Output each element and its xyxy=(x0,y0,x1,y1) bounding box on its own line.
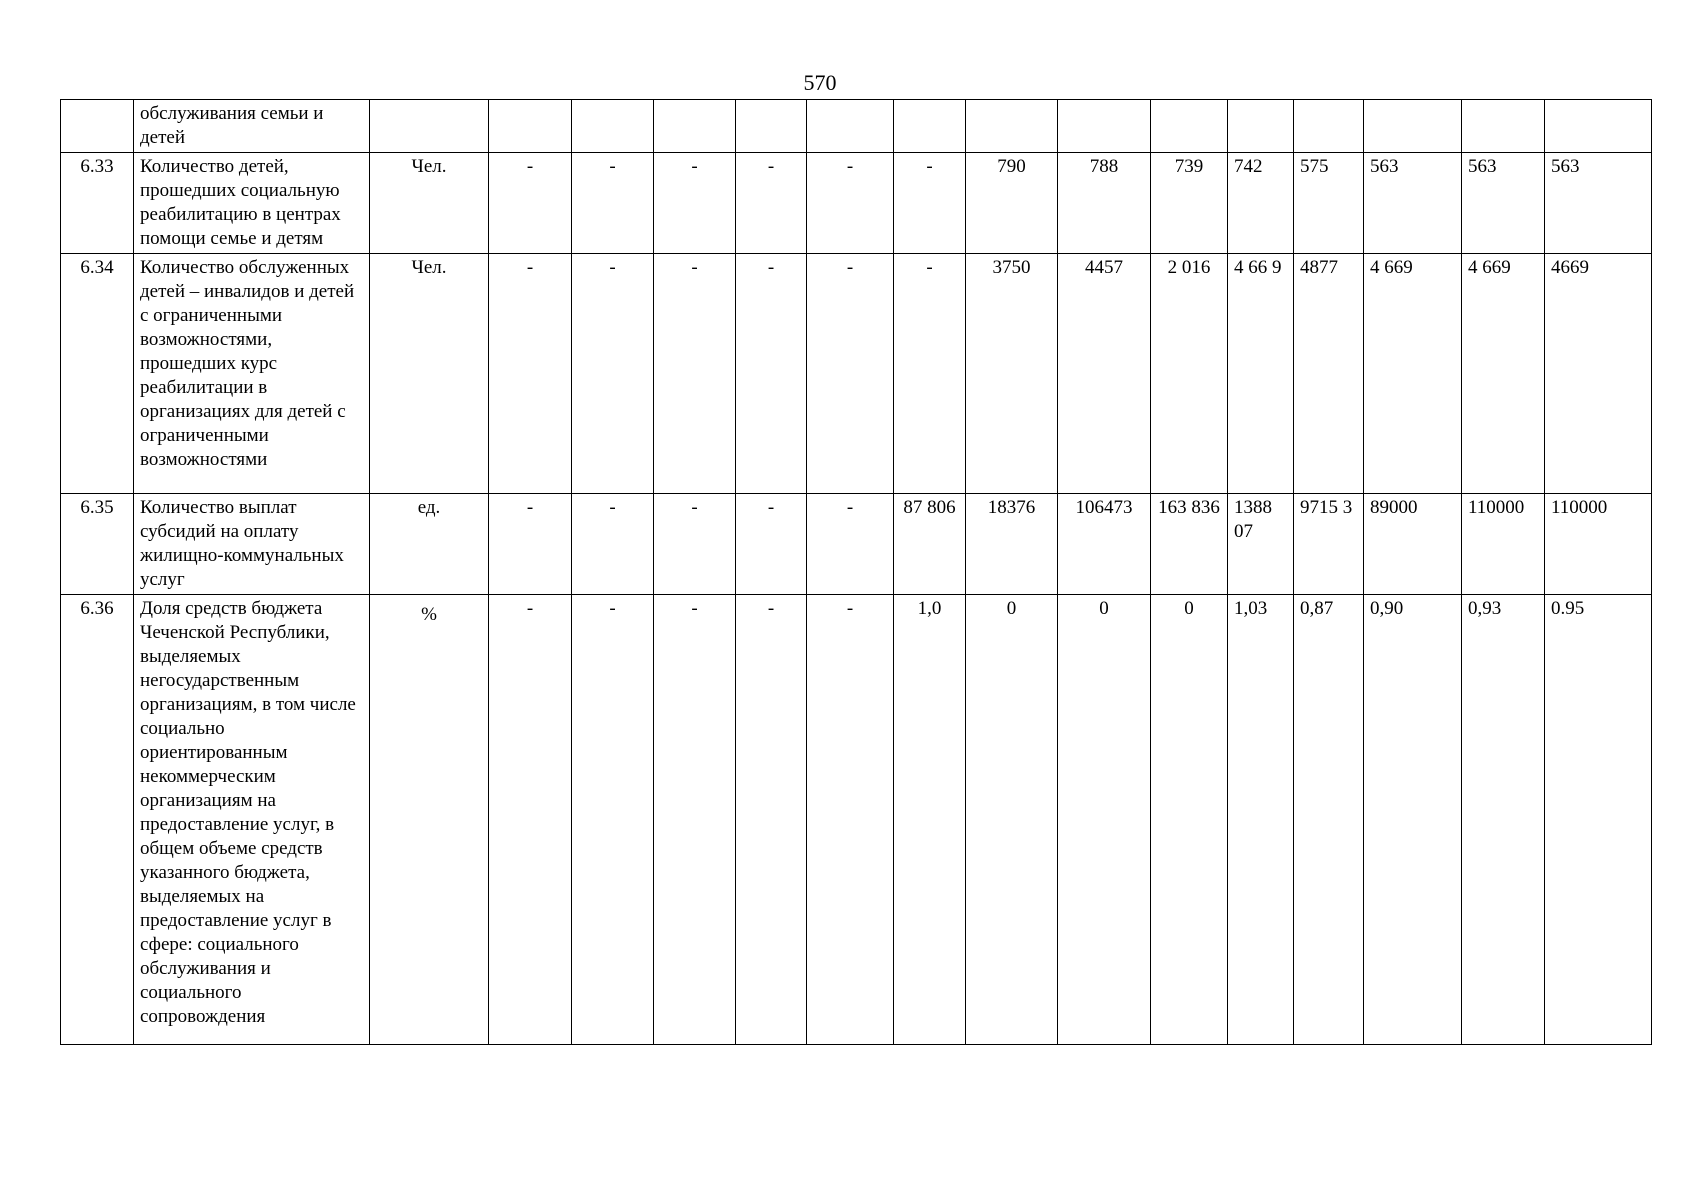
row-number: 6.33 xyxy=(61,153,134,254)
value-cell: 1,03 xyxy=(1228,595,1294,1045)
value-cell: - xyxy=(736,494,807,595)
page-number: 570 xyxy=(803,70,837,95)
indicator-name: Количество детей, прошедших социальную реабилитацию в центрах помощи семье и детям xyxy=(134,153,370,254)
value-cell: - xyxy=(736,254,807,494)
value-cell: 4669 xyxy=(1545,254,1652,494)
row-number: 6.35 xyxy=(61,494,134,595)
value-cell: 575 xyxy=(1294,153,1364,254)
value-cell: - xyxy=(807,494,894,595)
value-cell xyxy=(1364,100,1462,153)
value-cell: - xyxy=(572,494,654,595)
value-cell xyxy=(1294,100,1364,153)
value-cell xyxy=(1462,100,1545,153)
value-cell: 2 016 xyxy=(1151,254,1228,494)
table-row xyxy=(61,254,1652,494)
value-cell: - xyxy=(807,254,894,494)
value-cell: 0,87 xyxy=(1294,595,1364,1045)
value-cell: - xyxy=(654,153,736,254)
table-row xyxy=(61,595,1652,1045)
value-cell xyxy=(894,100,966,153)
value-cell xyxy=(1058,100,1151,153)
indicators-table xyxy=(60,99,1652,1045)
value-cell xyxy=(654,100,736,153)
value-cell: - xyxy=(572,595,654,1045)
value-cell: 18376 xyxy=(966,494,1058,595)
value-cell xyxy=(572,100,654,153)
value-cell xyxy=(807,100,894,153)
value-cell xyxy=(489,100,572,153)
value-cell: 0,90 xyxy=(1364,595,1462,1045)
value-cell: 1388 07 xyxy=(1228,494,1294,595)
value-cell: - xyxy=(736,153,807,254)
value-cell: 742 xyxy=(1228,153,1294,254)
value-cell xyxy=(1151,100,1228,153)
value-cell: - xyxy=(654,595,736,1045)
value-cell: 0.95 xyxy=(1545,595,1652,1045)
value-cell: 788 xyxy=(1058,153,1151,254)
value-cell xyxy=(1228,100,1294,153)
value-cell: - xyxy=(572,254,654,494)
indicator-name: Количество обслуженных детей – инвалидов и детей с ограниченными возможностями, прошедших курс реабилитации в организациях для детей с ограниченными возможностями xyxy=(134,254,370,494)
unit-cell: Чел. xyxy=(370,153,489,254)
unit-cell xyxy=(370,100,489,153)
indicator-name: Доля средств бюджета Чеченской Республики, выделяемых негосударственным организациям, в том числе социально ориентированным некоммерческим организациям на предоставление услуг, в общем объеме средств указанного бюджета, выделяемых на предоставление услуг в сфере: социального обслуживания и социального сопровождения xyxy=(134,595,370,1045)
value-cell: 0 xyxy=(966,595,1058,1045)
value-cell: 563 xyxy=(1364,153,1462,254)
value-cell: 1,0 xyxy=(894,595,966,1045)
unit-cell: % xyxy=(370,595,489,1045)
value-cell: 4 669 xyxy=(1462,254,1545,494)
value-cell: 790 xyxy=(966,153,1058,254)
value-cell: 0 xyxy=(1058,595,1151,1045)
value-cell: 110000 xyxy=(1545,494,1652,595)
value-cell: - xyxy=(489,494,572,595)
table-row xyxy=(61,153,1652,254)
value-cell: - xyxy=(894,254,966,494)
value-cell: 4 669 xyxy=(1364,254,1462,494)
value-cell xyxy=(966,100,1058,153)
value-cell: 106473 xyxy=(1058,494,1151,595)
row-number xyxy=(61,100,134,153)
value-cell: 563 xyxy=(1462,153,1545,254)
value-cell: 3750 xyxy=(966,254,1058,494)
value-cell: 4457 xyxy=(1058,254,1151,494)
value-cell: - xyxy=(894,153,966,254)
value-cell: 0 xyxy=(1151,595,1228,1045)
value-cell: - xyxy=(489,595,572,1045)
value-cell: 110000 xyxy=(1462,494,1545,595)
value-cell: 563 xyxy=(1545,153,1652,254)
indicator-name: Количество выплат субсидий на оплату жилищно-коммунальных услуг xyxy=(134,494,370,595)
value-cell: - xyxy=(489,254,572,494)
table-row xyxy=(61,100,1652,153)
value-cell: - xyxy=(654,494,736,595)
value-cell: 89000 xyxy=(1364,494,1462,595)
value-cell: - xyxy=(807,153,894,254)
value-cell: 163 836 xyxy=(1151,494,1228,595)
value-cell: 0,93 xyxy=(1462,595,1545,1045)
unit-cell: ед. xyxy=(370,494,489,595)
value-cell: - xyxy=(736,595,807,1045)
value-cell: - xyxy=(654,254,736,494)
value-cell xyxy=(736,100,807,153)
value-cell: - xyxy=(572,153,654,254)
table-row xyxy=(61,494,1652,595)
value-cell: 9715 3 xyxy=(1294,494,1364,595)
row-number: 6.34 xyxy=(61,254,134,494)
value-cell: 739 xyxy=(1151,153,1228,254)
value-cell: - xyxy=(807,595,894,1045)
value-cell: 87 806 xyxy=(894,494,966,595)
value-cell: 4877 xyxy=(1294,254,1364,494)
unit-cell: Чел. xyxy=(370,254,489,494)
row-number: 6.36 xyxy=(61,595,134,1045)
value-cell xyxy=(1545,100,1652,153)
value-cell: 4 66 9 xyxy=(1228,254,1294,494)
indicator-name: обслуживания семьи и детей xyxy=(134,100,370,153)
value-cell: - xyxy=(489,153,572,254)
